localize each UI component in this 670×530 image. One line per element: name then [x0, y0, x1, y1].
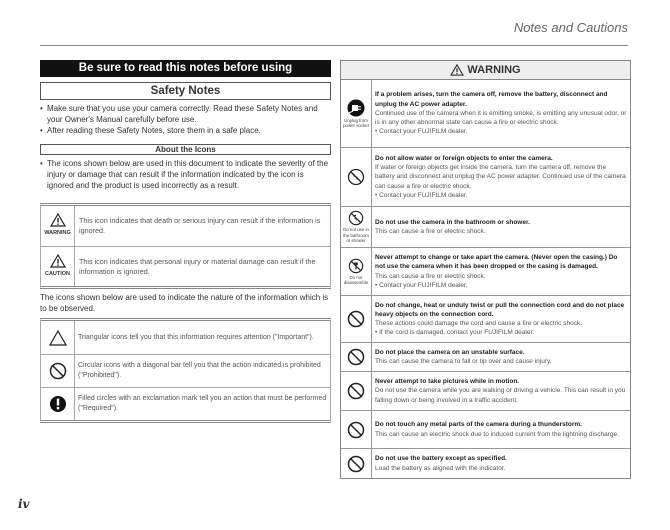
page-number: iv [18, 497, 30, 511]
warning-bold: Never attempt to change or take apart the camera. (Never open the casing.) Do not use the camera when it has been dropped or the casing is damaged. [375, 254, 618, 271]
prohibited-icon [347, 421, 365, 439]
nature-intro: The icons shown below are used to indicate the nature of the information which is to be observed. [40, 293, 329, 313]
nature-text: Triangular icons tell you that this information requires attention ("Important"). [78, 333, 314, 341]
required-icon [49, 395, 67, 413]
about-icons-title: About the Icons [40, 144, 331, 155]
list-item: • Make sure that you use your camera correctly. Read these Safety Notes and your Owner's Manual carefully before use. [40, 103, 331, 125]
warning-bold: If a problem arises, turn the camera off, remove the battery, disconnect and unplug the AC power adapter. [375, 91, 608, 108]
legend-text: This icon indicates that personal injury or material damage can result if the information is ignored. [79, 256, 316, 276]
warning-row [341, 296, 630, 343]
warning-header [341, 61, 630, 80]
prohibited-icon [347, 348, 365, 366]
warning-row [341, 449, 630, 478]
nature-row [41, 387, 330, 420]
warning-row [341, 80, 630, 148]
legend-label: CAUTION [44, 270, 71, 277]
warning-body: If water or foreign objects get inside the camera, turn the camera off, remove the battery and disconnect and unplug the AC power adapter. Continued use of the camera can cause a fire or electric shock. [375, 164, 626, 190]
warning-row [341, 248, 630, 296]
no-bathroom-icon [348, 210, 364, 226]
icon-caption: Do not disassemble [343, 274, 369, 285]
warning-row [341, 207, 630, 248]
safety-bullets [40, 103, 331, 136]
warning-title: WARNING [467, 64, 521, 76]
nature-legend [40, 318, 331, 423]
nature-text: Circular icons with a diagonal bar tell you that the action indicated is prohibited ("Prohibited"). [78, 362, 321, 379]
warning-body: This can cause a fire or electric shock. [375, 228, 486, 235]
important-triangle-icon [49, 330, 67, 346]
warning-bullet: • Contact your FUJIFILM dealer. [375, 281, 468, 289]
list-item: • After reading these Safety Notes, store them in a safe place. [40, 125, 331, 136]
warning-bullet: • Contact your FUJIFILM dealer. [375, 128, 468, 136]
warning-bold: Do not change, heat or unduly twist or pull the connection cord and do not place heavy objects on the connection cord. [375, 301, 625, 318]
warning-body: These actions could damage the cord and cause a fire or electric shock. [375, 320, 583, 327]
no-disassemble-icon [348, 258, 364, 274]
warning-body: This can cause a fire or electric shock. [375, 272, 486, 280]
warning-bold: Never attempt to take pictures while in motion. [375, 378, 520, 386]
warning-body: Continued use of the camera when it is emitting smoke, is emitting any unusual odor, or is in any other abnormal state can cause a fire or electric shock. [375, 109, 627, 127]
header-rule [40, 45, 628, 46]
prohibited-icon [347, 455, 365, 473]
prohibited-icon [49, 362, 67, 380]
warning-panel [340, 60, 631, 479]
icon-caption: Do not use in the bathroom or shower [343, 227, 369, 244]
warning-bullet: • If the cord is damaged, contact your FUJIFILM dealer. [375, 329, 535, 337]
warning-row [341, 343, 630, 372]
warning-row [341, 148, 630, 207]
list-item: • The icons shown below are used in this document to indicate the severity of the injury or damage that can result if the information indicated by the icon is ignored and the product is used incorrectly as a result. [40, 158, 331, 191]
warning-body: This can cause the camera to fall or tip over and cause injury. [375, 358, 552, 365]
running-header: Notes and Cautions [513, 20, 628, 35]
warning-body: Do not use the camera while you are walking or driving a vehicle. This can result in you falling down or being involved in a traffic accident. [375, 387, 626, 404]
warning-bold: Do not allow water or foreign objects to enter the camera. [375, 154, 553, 162]
nature-row [41, 321, 330, 354]
icon-caption: Unplug from power socket [343, 117, 369, 128]
nature-text: Filled circles with an exclamation mark tell you an action that must be performed ("Required"). [78, 395, 327, 412]
left-column [40, 60, 331, 423]
warning-triangle-icon [450, 64, 464, 76]
warning-row [341, 372, 630, 411]
intro-banner: Be sure to read this notes before using [40, 60, 331, 77]
warning-row [341, 411, 630, 449]
about-icons-bullets [40, 158, 331, 191]
severity-legend [40, 203, 331, 289]
legend-row-caution [41, 246, 330, 286]
warning-bold: Do not use the battery except as specified. [375, 455, 507, 463]
prohibited-icon [347, 310, 365, 328]
legend-row-warning [41, 206, 330, 246]
warning-body: Load the battery as aligned with the indicator. [375, 464, 506, 472]
warning-body: This can cause an electric shock due to induced current from the lightning discharge. [375, 430, 619, 438]
warning-bold: Do not place the camera on an unstable surface. [375, 348, 525, 356]
legend-label: WARNING [44, 230, 71, 236]
warning-triangle-icon [50, 213, 66, 227]
warning-bold: Do not use the camera in the bathroom or shower. [375, 218, 530, 226]
warning-bullet: • Contact your FUJIFILM dealer. [375, 191, 468, 199]
prohibited-icon [347, 382, 365, 400]
no-water-icon [347, 168, 365, 186]
caution-triangle-icon [50, 254, 66, 268]
warning-bold: Do not touch any metal parts of the camera during a thunderstorm. [375, 421, 582, 429]
nature-row [41, 354, 330, 387]
safety-notes-title: Safety Notes [40, 82, 331, 100]
legend-text: This icon indicates that death or serious injury can result if the information is ignored. [79, 216, 321, 235]
unplug-icon [347, 99, 365, 117]
